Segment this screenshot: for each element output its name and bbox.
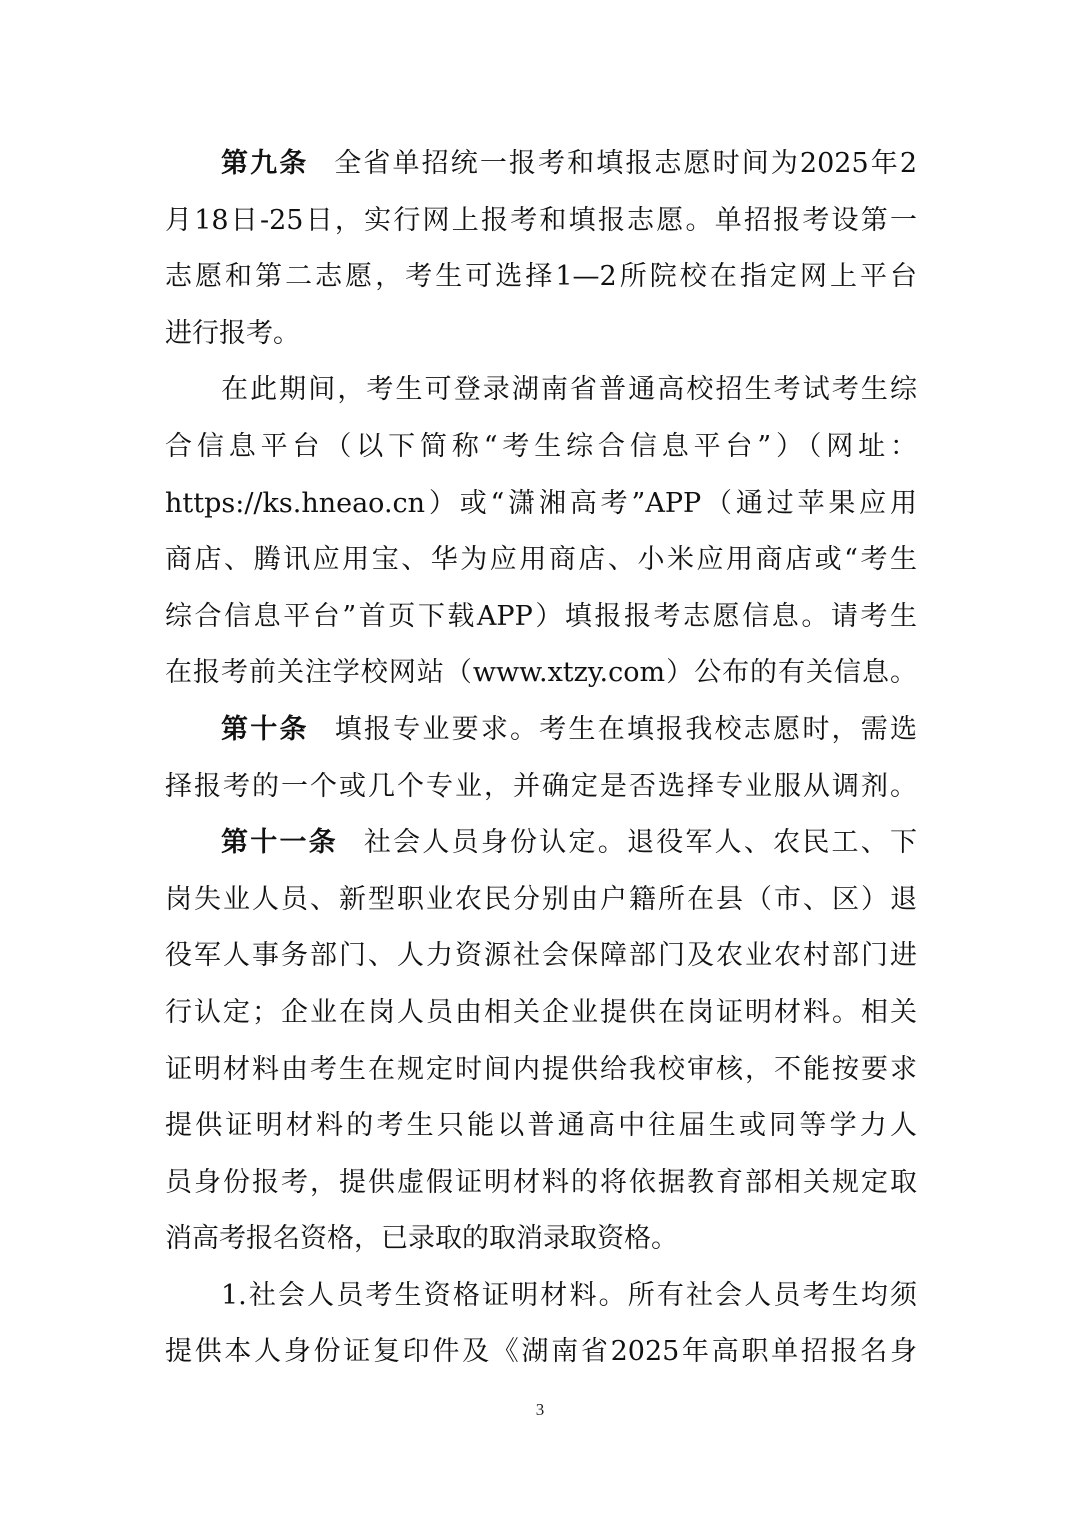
line-text: 综合信息平台”首页下载APP）填报报考志愿信息。请考生: [165, 600, 917, 632]
text-line: [165, 1268, 917, 1325]
article-heading: 第九条: [221, 148, 309, 179]
text-line: [165, 1211, 917, 1268]
line-text: 填报专业要求。考生在填报我校志愿时，需选: [334, 713, 917, 745]
text-line: [165, 872, 917, 929]
line-text: 行认定；企业在岗人员由相关企业提供在岗证明材料。相关: [165, 996, 917, 1028]
text-line: [165, 532, 917, 589]
text-line: [165, 193, 917, 250]
text-line: [165, 985, 917, 1042]
text-line: [165, 1098, 917, 1155]
text-line: [165, 815, 917, 872]
text-line: [165, 928, 917, 985]
line-text: 在此期间，考生可登录湖南省普通高校招生考试考生综: [221, 374, 917, 406]
text-line: [165, 419, 917, 476]
text-line: [165, 306, 917, 363]
line-text: 1.社会人员考生资格证明材料。所有社会人员考生均须: [221, 1279, 917, 1311]
line-text: 在报考前关注学校网站（www.xtzy.com）公布的有关信息。: [165, 657, 917, 689]
text-line: [165, 136, 917, 193]
line-text: 全省单招统一报考和填报志愿时间为2025年2: [334, 148, 917, 179]
line-text: 消高考报名资格，已录取的取消录取资格。: [165, 1223, 678, 1255]
line-text: 合信息平台（以下简称“考生综合信息平台”）（网址：: [165, 430, 917, 462]
text-line: [165, 702, 917, 759]
text-line: [165, 362, 917, 419]
line-text: 商店、腾讯应用宝、华为应用商店、小米应用商店或“考生: [165, 544, 917, 576]
line-text: 择报考的一个或几个专业，并确定是否选择专业服从调剂。: [165, 770, 917, 802]
text-line: [165, 476, 917, 533]
text-line: [165, 1155, 917, 1212]
line-text: 提供证明材料的考生只能以普通高中往届生或同等学力人: [165, 1110, 917, 1142]
line-text: 员身份报考，提供虚假证明材料的将依据教育部相关规定取: [165, 1166, 917, 1198]
line-text: 志愿和第二志愿，考生可选择1—2所院校在指定网上平台: [165, 261, 917, 293]
line-text: 提供本人身份证复印件及《湖南省2025年高职单招报名身: [165, 1336, 917, 1368]
line-text: 证明材料由考生在规定时间内提供给我校审核，不能按要求: [165, 1053, 917, 1085]
line-text: https://ks.hneao.cn）或“潇湘高考”APP（通过苹果应用: [165, 487, 917, 519]
document-body: [165, 136, 917, 1381]
text-line: [165, 249, 917, 306]
line-text: 役军人事务部门、人力资源社会保障部门及农业农村部门进: [165, 940, 917, 972]
text-line: [165, 589, 917, 646]
line-text: 进行报考。: [165, 317, 300, 349]
text-line: [165, 1324, 917, 1381]
line-text: 月18日-25日，实行网上报考和填报志愿。单招报考设第一: [165, 204, 917, 236]
line-text: 岗失业人员、新型职业农民分别由户籍所在县（市、区）退: [165, 883, 917, 915]
text-line: [165, 1042, 917, 1099]
page-number: 3: [535, 1400, 545, 1419]
text-line: [165, 645, 917, 702]
text-line: [165, 759, 917, 816]
article-heading: 第十条: [221, 713, 309, 745]
line-text: 社会人员身份认定。退役军人、农民工、下: [363, 827, 917, 859]
article-heading: 第十一条: [221, 827, 338, 859]
